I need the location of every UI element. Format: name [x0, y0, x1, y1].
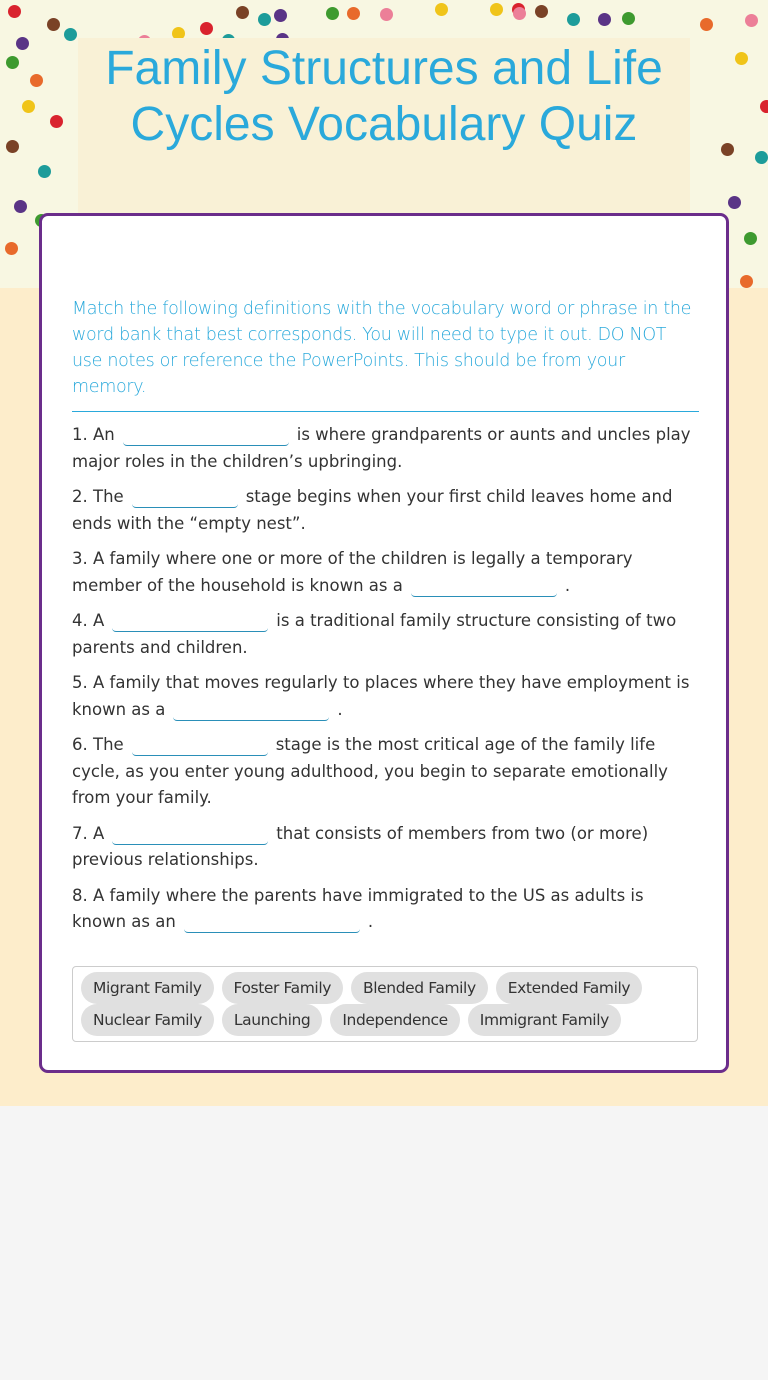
polka-dot: [622, 12, 635, 25]
polka-dot: [16, 37, 29, 50]
worksheet-card: [39, 213, 729, 1073]
polka-dot: [22, 100, 35, 113]
word-bank-chip[interactable]: Foster Family: [222, 972, 344, 1004]
question-text: 3. A family where one or more of the children is legally a temporary member of the household is known as a: [72, 549, 633, 595]
question-text: is a traditional family structure consisting of two parents and children.: [72, 611, 677, 657]
question-text: stage begins when your first child leaves home and ends with the “empty nest”.: [72, 487, 673, 533]
answer-input[interactable]: [184, 912, 360, 933]
polka-dot: [236, 6, 249, 19]
polka-dot: [5, 242, 18, 255]
polka-dot: [38, 165, 51, 178]
question-4: [72, 608, 702, 661]
polka-dot: [490, 3, 503, 16]
polka-dot: [258, 13, 271, 26]
polka-dot: [435, 3, 448, 16]
polka-dot: [30, 74, 43, 87]
polka-dot: [755, 151, 768, 164]
question-text: 1. An: [72, 425, 115, 444]
polka-dot: [535, 5, 548, 18]
word-bank-chip[interactable]: Migrant Family: [81, 972, 214, 1004]
question-2: [72, 484, 702, 537]
answer-input[interactable]: [411, 576, 557, 597]
answer-input[interactable]: [132, 487, 238, 508]
word-bank-chip[interactable]: Nuclear Family: [81, 1004, 214, 1036]
polka-dot: [326, 7, 339, 20]
polka-dot: [8, 5, 21, 18]
question-1: [72, 422, 702, 475]
polka-dot: [598, 13, 611, 26]
question-text: 5. A family that moves regularly to places where they have employment is known as a: [72, 673, 690, 719]
answer-input[interactable]: [112, 611, 268, 632]
polka-dot: [735, 52, 748, 65]
word-bank-chip[interactable]: Launching: [222, 1004, 323, 1036]
polka-dot: [728, 196, 741, 209]
polka-dot: [513, 7, 526, 20]
word-bank-chip[interactable]: Blended Family: [351, 972, 488, 1004]
polka-dot: [760, 100, 768, 113]
polka-dot: [274, 9, 287, 22]
question-5: [72, 670, 702, 723]
polka-dot: [64, 28, 77, 41]
question-3: [72, 546, 702, 599]
question-text: .: [337, 699, 343, 719]
question-list: [72, 422, 702, 945]
question-7: [72, 821, 702, 874]
word-bank-chip[interactable]: Extended Family: [496, 972, 642, 1004]
polka-dot: [200, 22, 213, 35]
polka-dot: [744, 232, 757, 245]
question-text: .: [367, 912, 374, 931]
answer-input[interactable]: [132, 735, 268, 756]
question-6: [72, 732, 702, 812]
question-8: [72, 883, 702, 936]
answer-input[interactable]: [123, 425, 289, 446]
question-text: 4. A: [72, 611, 105, 630]
polka-dot: [745, 14, 758, 27]
word-bank-chip[interactable]: Immigrant Family: [468, 1004, 621, 1036]
polka-dot: [347, 7, 360, 20]
polka-dot: [6, 140, 19, 153]
question-text: 8. A family where the parents have immigrated to the US as adults is known as an: [72, 885, 644, 931]
question-text: is where grandparents or aunts and uncles play major roles in the children’s upbringing.: [72, 425, 691, 471]
polka-dot: [380, 8, 393, 21]
polka-dot: [6, 56, 19, 69]
question-text: 6. The: [72, 735, 124, 754]
polka-dot: [50, 115, 63, 128]
divider: [72, 411, 699, 412]
instructions: Match the following definitions with the vocabulary word or phrase in the word bank that best corresponds. You will need to type it out. DO NOT use notes or reference the PowerPoints. This should be from your memory.: [72, 299, 692, 397]
answer-input[interactable]: [173, 700, 329, 721]
polka-dot: [47, 18, 60, 31]
question-text: that consists of members from two (or more) previous relationships.: [72, 823, 649, 869]
polka-dot: [700, 18, 713, 31]
polka-dot: [14, 200, 27, 213]
polka-dot: [567, 13, 580, 26]
question-text: 2. The: [72, 487, 124, 506]
word-bank-chip[interactable]: Independence: [330, 1004, 459, 1036]
title-box: [78, 38, 690, 213]
question-text: stage is the most critical age of the family life cycle, as you enter young adulthood, you begin to separate emotionally from your family.: [72, 735, 668, 807]
question-text: .: [564, 575, 571, 595]
polka-dot: [721, 143, 734, 156]
question-text: 7. A: [72, 823, 105, 843]
word-bank: [72, 966, 698, 1042]
polka-dot: [740, 275, 753, 288]
page-title: Family Structures and Life Cycles Vocabulary Quiz: [105, 42, 663, 151]
answer-input[interactable]: [112, 824, 268, 845]
